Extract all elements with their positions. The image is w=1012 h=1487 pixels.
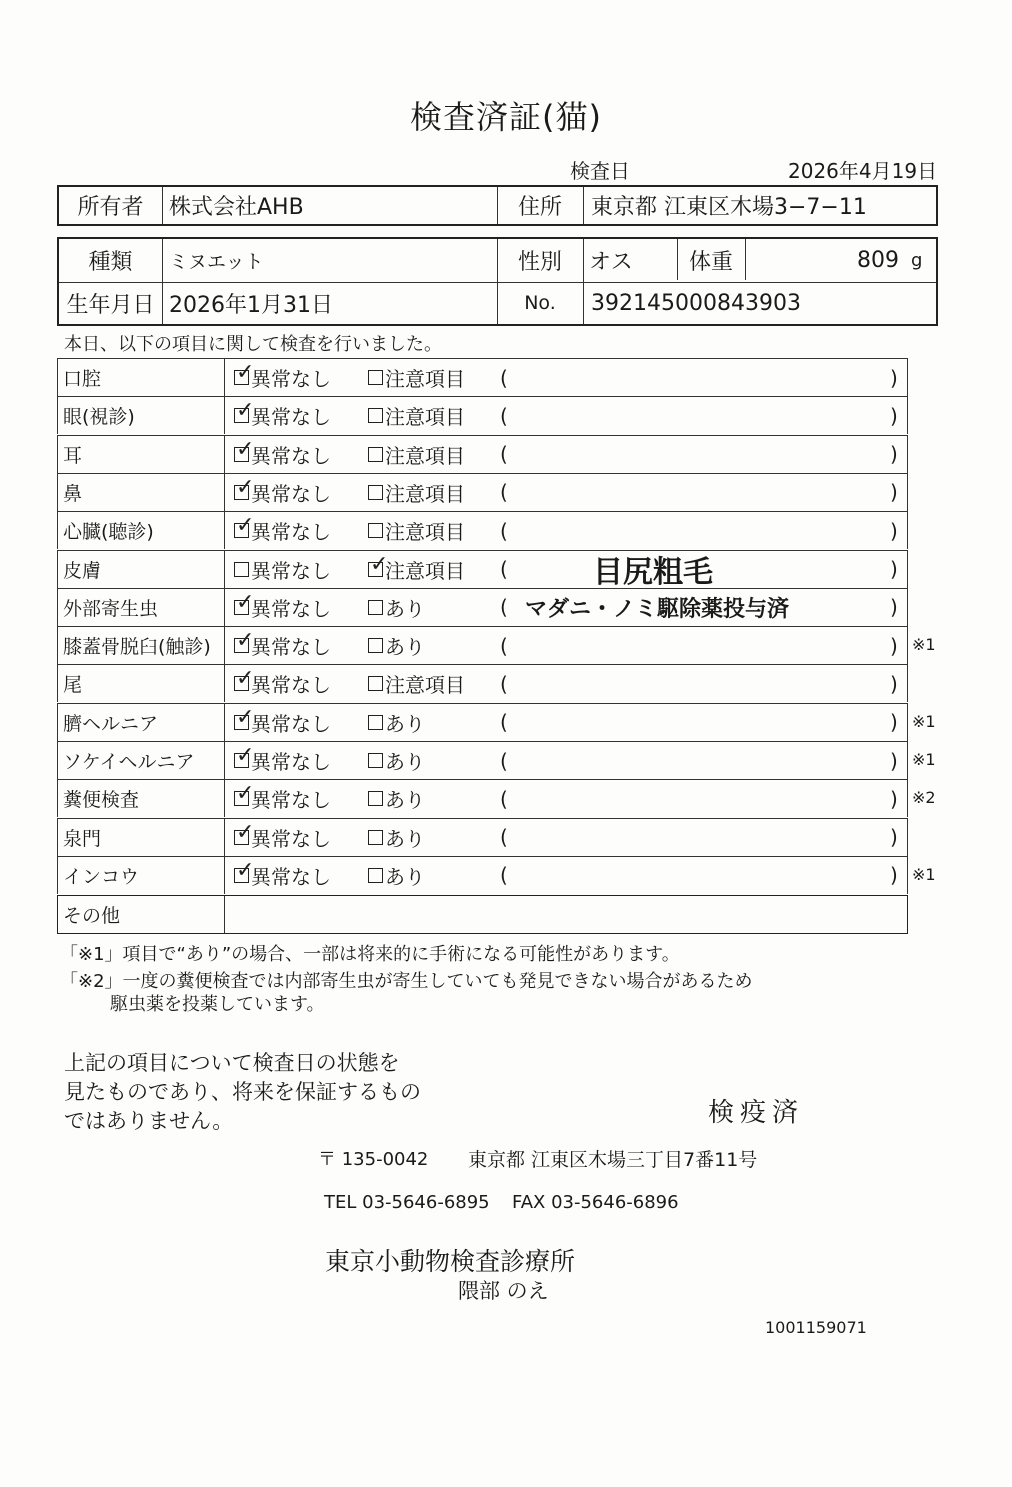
open-paren: ( <box>500 518 508 543</box>
checkbox-label: 異常なし <box>251 443 331 468</box>
normal-checkbox[interactable] <box>234 819 331 856</box>
inspection-row <box>57 511 908 549</box>
normal-checkbox[interactable] <box>234 551 331 588</box>
open-paren: ( <box>500 442 508 467</box>
quarantine-stamp: 検疫済 <box>708 1098 805 1128</box>
inspection-row <box>57 664 908 702</box>
owner-box <box>57 185 938 226</box>
inspection-row <box>57 626 908 664</box>
checkmark-icon: ✓ <box>236 819 255 845</box>
normal-checkbox[interactable] <box>234 359 331 396</box>
alt-checkbox[interactable] <box>368 627 425 664</box>
checkbox-label: あり <box>385 635 425 660</box>
footnote-mark: ※1 <box>912 711 936 731</box>
sex-label: 性別 <box>517 250 562 275</box>
postal-code: 〒 135-0042 <box>318 1149 429 1170</box>
normal-checkbox[interactable] <box>234 742 331 779</box>
checkbox-square-icon <box>234 562 249 577</box>
inspection-row <box>57 741 908 779</box>
inspection-row <box>57 358 908 396</box>
normal-checkbox[interactable] <box>234 665 331 702</box>
footnote-2a: 「※2」一度の糞便検査では内部寄生虫が寄生していても発見できない場合があるため <box>60 971 753 992</box>
checkmark-icon: ✓ <box>236 743 255 768</box>
checkbox-square-icon <box>234 360 255 385</box>
checkmark-icon: ✓ <box>236 704 255 730</box>
checkbox-square-icon <box>368 791 383 806</box>
checkbox-square-icon <box>368 715 383 730</box>
open-paren: ( <box>500 595 508 620</box>
checkbox-label: あり <box>385 750 425 774</box>
close-paren: ) <box>890 480 898 505</box>
intro-text: 本日、以下の項目に関して検査を行いました。 <box>64 334 442 355</box>
open-paren: ( <box>500 786 508 811</box>
checkbox-label: 異常なし <box>251 635 331 660</box>
other-label: その他 <box>63 905 121 927</box>
clinic-tel: TEL 03-5646-6895 <box>324 1192 490 1213</box>
breed-value: ミヌエット <box>169 251 264 273</box>
normal-checkbox[interactable] <box>234 436 331 473</box>
checkbox-square-icon <box>368 523 383 538</box>
close-paren: ) <box>890 633 898 658</box>
inspection-row <box>57 856 908 894</box>
checkmark-icon: ✓ <box>236 589 255 615</box>
alt-checkbox[interactable] <box>368 704 425 741</box>
address-value: 東京都 江東区木場3−7−11 <box>591 195 867 220</box>
inspection-item-label: 尾 <box>63 674 83 697</box>
close-paren: ) <box>890 595 898 620</box>
inspection-row <box>57 550 908 588</box>
checkmark-icon: ✓ <box>370 551 389 577</box>
checkbox-square-icon <box>234 436 255 462</box>
checkbox-label: 注意項目 <box>385 405 465 430</box>
inspection-item-label: 鼻 <box>63 482 83 505</box>
footnote-mark: ※1 <box>912 635 936 655</box>
checkbox-square-icon <box>368 408 383 423</box>
checkbox-label: 注意項目 <box>385 481 465 506</box>
checkbox-label: あり <box>385 788 425 813</box>
vet-name: 隈部 のえ <box>458 1279 549 1303</box>
document-id: 1001159071 <box>765 1318 867 1337</box>
inspection-row <box>57 473 908 511</box>
open-paren: ( <box>500 633 508 658</box>
checkbox-square-icon <box>368 830 383 845</box>
inspection-row <box>57 588 908 626</box>
alt-checkbox[interactable] <box>368 436 465 473</box>
inspection-item-label: 眼(視診) <box>63 406 135 429</box>
open-paren: ( <box>500 710 508 735</box>
checkbox-label: 注意項目 <box>385 443 465 468</box>
checkbox-label: あり <box>385 864 425 889</box>
close-paren: ) <box>890 786 898 811</box>
checkbox-square-icon <box>234 857 255 883</box>
inspection-item-label: 心臓(聴診) <box>63 521 154 544</box>
checkbox-label: 異常なし <box>251 673 331 698</box>
checkbox-label: あり <box>385 711 425 736</box>
close-paren: ) <box>890 403 898 428</box>
close-paren: ) <box>890 671 898 696</box>
inspection-date: 2026年4月19日 <box>788 159 938 183</box>
footnote-1: 「※1」項目で“あり”の場合、一部は将来的に手術になる可能性があります。 <box>60 944 680 965</box>
weight-unit: g <box>911 250 923 271</box>
checkbox-square-icon <box>368 485 383 500</box>
checkbox-label: 異常なし <box>251 711 331 736</box>
checkbox-label: 異常なし <box>251 520 331 545</box>
owner-label: 所有者 <box>77 195 144 220</box>
open-paren: ( <box>500 825 508 850</box>
normal-checkbox[interactable] <box>234 857 331 894</box>
checkbox-square-icon <box>368 370 383 385</box>
no-label: No. <box>524 292 556 314</box>
inspection-note: 目尻粗毛 <box>593 555 713 590</box>
checkmark-icon: ✓ <box>236 628 255 654</box>
checkbox-label: 異常なし <box>251 788 331 813</box>
open-paren: ( <box>500 748 508 773</box>
checkbox-square-icon <box>368 551 389 577</box>
checkmark-icon: ✓ <box>236 666 255 692</box>
inspection-item-label: 口腔 <box>63 368 102 390</box>
checkbox-label: 注意項目 <box>385 520 465 545</box>
checkbox-label: あり <box>385 826 425 851</box>
footnote-mark: ※2 <box>912 788 936 808</box>
checkbox-label: 異常なし <box>251 405 331 430</box>
normal-checkbox[interactable] <box>234 704 331 741</box>
alt-checkbox[interactable] <box>368 512 465 549</box>
normal-checkbox[interactable] <box>234 474 331 511</box>
inspection-row <box>57 396 908 434</box>
alt-checkbox[interactable] <box>368 819 425 856</box>
open-paren: ( <box>500 671 508 696</box>
weight-value: 809 <box>857 248 899 273</box>
normal-checkbox[interactable] <box>234 589 331 626</box>
checkbox-square-icon <box>368 676 383 691</box>
inspection-item-label: 外部寄生虫 <box>63 597 159 620</box>
birth-label: 生年月日 <box>66 292 155 318</box>
normal-checkbox[interactable] <box>234 397 331 434</box>
checkbox-square-icon <box>234 513 255 539</box>
inspection-row <box>57 435 908 473</box>
checkbox-square-icon <box>368 600 383 615</box>
close-paren: ) <box>890 518 898 543</box>
checkmark-icon: ✓ <box>236 857 255 883</box>
disclaimer-line-2: 見たものであり、将来を保証するもの <box>64 1080 421 1104</box>
document-title: 検査済証(猫) <box>410 98 602 136</box>
checkmark-icon: ✓ <box>236 781 255 807</box>
checkbox-square-icon <box>234 743 255 768</box>
open-paren: ( <box>500 365 508 390</box>
disclaimer-line-1: 上記の項目について検査日の状態を <box>64 1051 400 1075</box>
alt-checkbox[interactable] <box>368 359 465 396</box>
checkmark-icon: ✓ <box>236 398 255 424</box>
clinic-name: 東京小動物検査診療所 <box>325 1247 576 1276</box>
open-paren: ( <box>500 557 508 581</box>
checkbox-square-icon <box>234 628 255 654</box>
inspection-item-label: ソケイヘルニア <box>63 751 195 773</box>
checkbox-square-icon <box>234 819 255 845</box>
weight-label: 体重 <box>688 250 733 275</box>
footnote-2b: 駆虫薬を投薬しています。 <box>110 994 325 1015</box>
close-paren: ) <box>890 825 898 850</box>
checkbox-square-icon <box>368 447 383 462</box>
checkbox-label: 異常なし <box>251 596 331 621</box>
inspection-item-label: 皮膚 <box>63 559 102 582</box>
pet-info-box <box>57 237 938 326</box>
checkmark-icon: ✓ <box>236 360 255 385</box>
alt-checkbox[interactable] <box>368 857 425 894</box>
checkbox-square-icon <box>234 704 255 730</box>
alt-checkbox[interactable] <box>368 589 425 626</box>
alt-checkbox[interactable] <box>368 551 465 588</box>
close-paren: ) <box>890 442 898 467</box>
open-paren: ( <box>500 403 508 428</box>
close-paren: ) <box>890 748 898 773</box>
inspection-item-label: 膝蓋骨脱臼(触診) <box>63 636 211 659</box>
checkbox-square-icon <box>368 868 383 883</box>
checkbox-label: 異常なし <box>251 367 331 391</box>
close-paren: ) <box>890 710 898 735</box>
checkbox-label: 注意項目 <box>385 367 465 391</box>
checkbox-square-icon <box>234 589 255 615</box>
inspection-item-label: 臍ヘルニア <box>63 712 159 735</box>
footnote-mark: ※1 <box>912 750 936 769</box>
checkmark-icon: ✓ <box>236 436 255 462</box>
checkbox-label: 異常なし <box>251 750 331 774</box>
open-paren: ( <box>500 863 508 888</box>
clinic-fax: FAX 03-5646-6896 <box>512 1192 679 1213</box>
sex-value: オス <box>589 250 633 275</box>
checkbox-square-icon <box>234 398 255 424</box>
inspection-note: マダニ・ノミ駆除薬投与済 <box>525 596 790 622</box>
checkbox-label: 異常なし <box>251 481 331 506</box>
checkbox-label: あり <box>385 596 425 621</box>
checkbox-label: 注意項目 <box>385 673 465 698</box>
open-paren: ( <box>500 480 508 505</box>
checkmark-icon: ✓ <box>236 474 255 500</box>
checkbox-square-icon <box>368 638 383 653</box>
inspection-row <box>57 818 908 856</box>
clinic-address: 東京都 江東区木場三丁目7番11号 <box>468 1149 758 1171</box>
alt-checkbox[interactable] <box>368 397 465 434</box>
alt-checkbox[interactable] <box>368 780 425 817</box>
checkbox-square-icon <box>234 666 255 692</box>
owner-value: 株式会社AHB <box>169 195 304 220</box>
checkbox-square-icon <box>368 753 383 768</box>
other-row <box>57 895 908 934</box>
inspection-item-label: インコウ <box>63 865 140 888</box>
inspection-item-label: 泉門 <box>63 827 102 850</box>
checkbox-label: 異常なし <box>251 864 331 889</box>
no-value: 392145000843903 <box>591 290 801 316</box>
footnote-mark: ※1 <box>912 864 936 884</box>
checkbox-square-icon <box>234 781 255 807</box>
inspection-row <box>57 703 908 741</box>
close-paren: ) <box>890 863 898 888</box>
disclaimer-line-3: ではありません。 <box>64 1109 234 1133</box>
checkbox-square-icon <box>234 474 255 500</box>
alt-checkbox[interactable] <box>368 742 425 779</box>
alt-checkbox[interactable] <box>368 474 465 511</box>
normal-checkbox[interactable] <box>234 627 331 664</box>
birth-value: 2026年1月31日 <box>169 292 333 318</box>
checkbox-label: 異常なし <box>251 826 331 851</box>
close-paren: ) <box>890 365 898 390</box>
address-label: 住所 <box>517 195 562 220</box>
checkbox-label: 注意項目 <box>385 558 465 583</box>
inspection-item-label: 糞便検査 <box>63 789 140 812</box>
inspection-date-label: 検査日 <box>570 159 630 183</box>
inspection-item-label: 耳 <box>63 444 83 467</box>
close-paren: ) <box>890 557 898 581</box>
alt-checkbox[interactable] <box>368 665 465 702</box>
normal-checkbox[interactable] <box>234 512 331 549</box>
breed-label: 種類 <box>88 250 133 275</box>
inspection-row <box>57 779 908 817</box>
normal-checkbox[interactable] <box>234 780 331 817</box>
checkmark-icon: ✓ <box>236 513 255 539</box>
checkbox-label: 異常なし <box>251 558 331 583</box>
